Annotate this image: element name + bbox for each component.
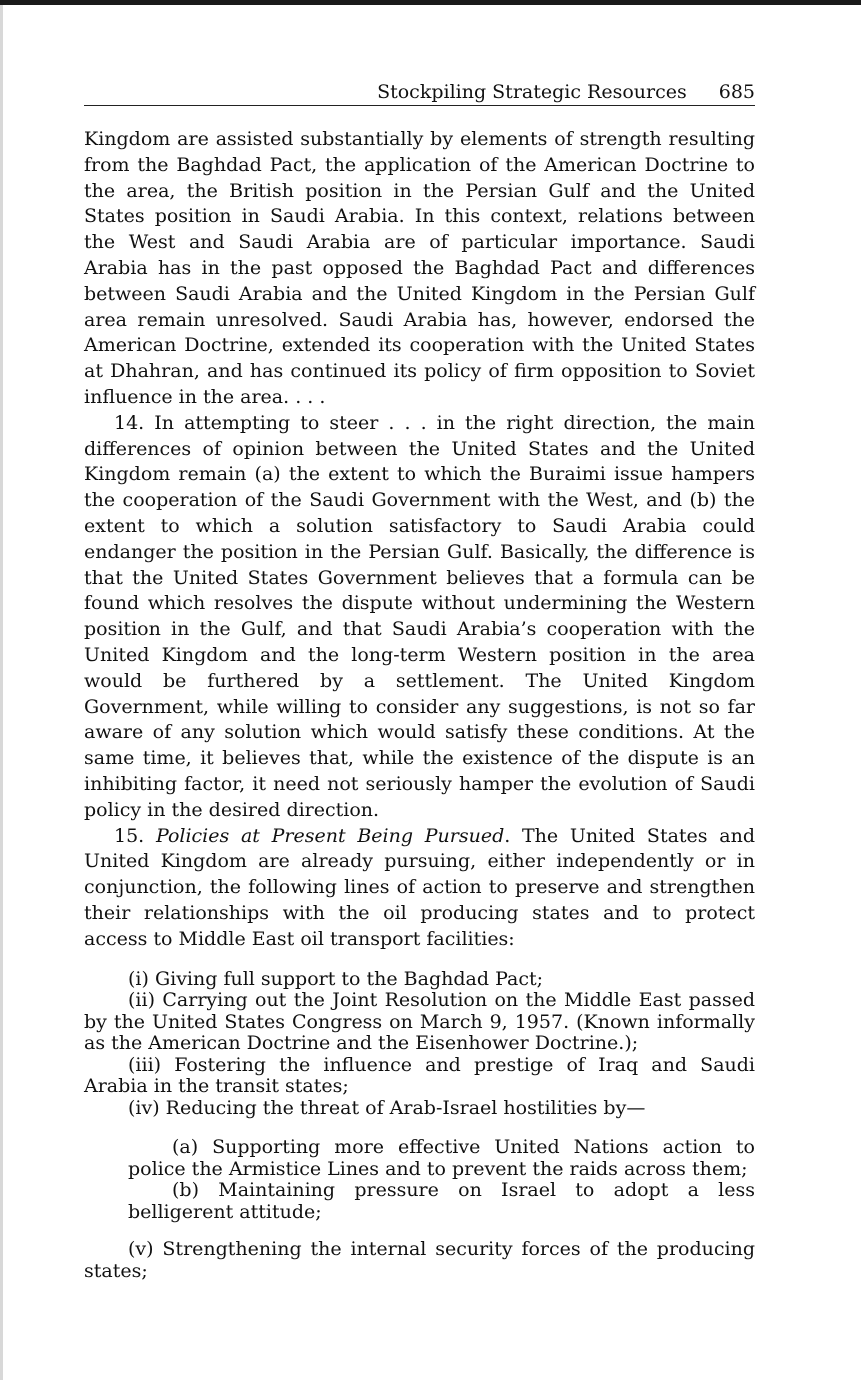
list-item-ii: (ii) Carrying out the Joint Resolution on the Middle East passed by the United States Congress on March 9, 1957. (Known informally as the American Doctrine and the Eisenhower Doctrine.); [84, 989, 755, 1054]
paragraph-15-number: 15. [114, 824, 145, 847]
paragraph-15-body: . The United States and United Kingdom are already pursuing, either independently or in conjunction, the following lines of action to preserve and strengthen their relationships with the oil producing states and to protect access to Middle East oil transport facilities: [84, 824, 755, 950]
list-item-v: (v) Strengthening the internal security forces of the producing states; [84, 1238, 755, 1282]
paragraph-15-heading: Policies at Present Being Pursued [155, 824, 505, 847]
list-item-iv: (iv) Reducing the threat of Arab-Israel hostilities by— [128, 1096, 646, 1119]
page-number: 685 [718, 81, 755, 103]
list-item-i: (i) Giving full support to the Baghdad Pact; [128, 967, 544, 990]
scan-top-border [0, 0, 861, 5]
paragraph-continuation: Kingdom are assisted substantially by elements of strength resulting from the Baghdad Pact, the application of the American Doctrine to the area, the British position in the Persian Gulf and the United States position in Saudi Arabia. In this context, relations between the West and Saudi Arabia are of particular importance. Saudi Arabia has in the past opposed the Baghdad Pact and differences between Saudi Arabia and the United Kingdom in the Persian Gulf area remain unresolved. Saudi Arabia has, however, endorsed the American Doctrine, extended its cooperation with the United States at Dhahran, and has continued its policy of firm opposition to Soviet influence in the area. . . . [84, 128, 755, 408]
list-item-iv-a: (a) Supporting more effective United Nations action to police the Armistice Lines and to prevent the raids across them; [128, 1136, 755, 1180]
paragraph-14: 14. In attempting to steer . . . in the right direction, the main differences of opinion between the United States and the United Kingdom remain (a) the extent to which the Buraimi issue hampers the cooperation of the Saudi Government with the West, and (b) the extent to which a solution satisfactory to Saudi Arabia could endanger the position in the Persian Gulf. Basically, the difference is that the United States Government believes that a formula can be found which resolves the dispute without undermining the Western position in the Gulf, and that Saudi Arabia’s cooperation with the United Kingdom and the long-term Western position in the area would be furthered by a settlement. The United Kingdom Government, while willing to consider any suggestions, is not so far aware of any solution which would satisfy these conditions. At the same time, it believes that, while the existence of the dispute is an inhibiting factor, it need not seriously hamper the evolution of Saudi policy in the desired direction. [84, 411, 755, 821]
list-item-iv-b: (b) Maintaining pressure on Israel to adopt a less belligerent attitude; [128, 1179, 755, 1223]
page-body [84, 127, 755, 1282]
paragraph-15 [84, 824, 755, 953]
running-header [84, 80, 755, 106]
running-title: Stockpiling Strategic Resources [377, 81, 687, 103]
policy-list [84, 969, 755, 1283]
scan-left-edge [0, 5, 3, 1380]
list-item-iii: (iii) Fostering the influence and prestige of Iraq and Saudi Arabia in the transit states; [84, 1053, 755, 1097]
sublist-iv [84, 1137, 755, 1223]
